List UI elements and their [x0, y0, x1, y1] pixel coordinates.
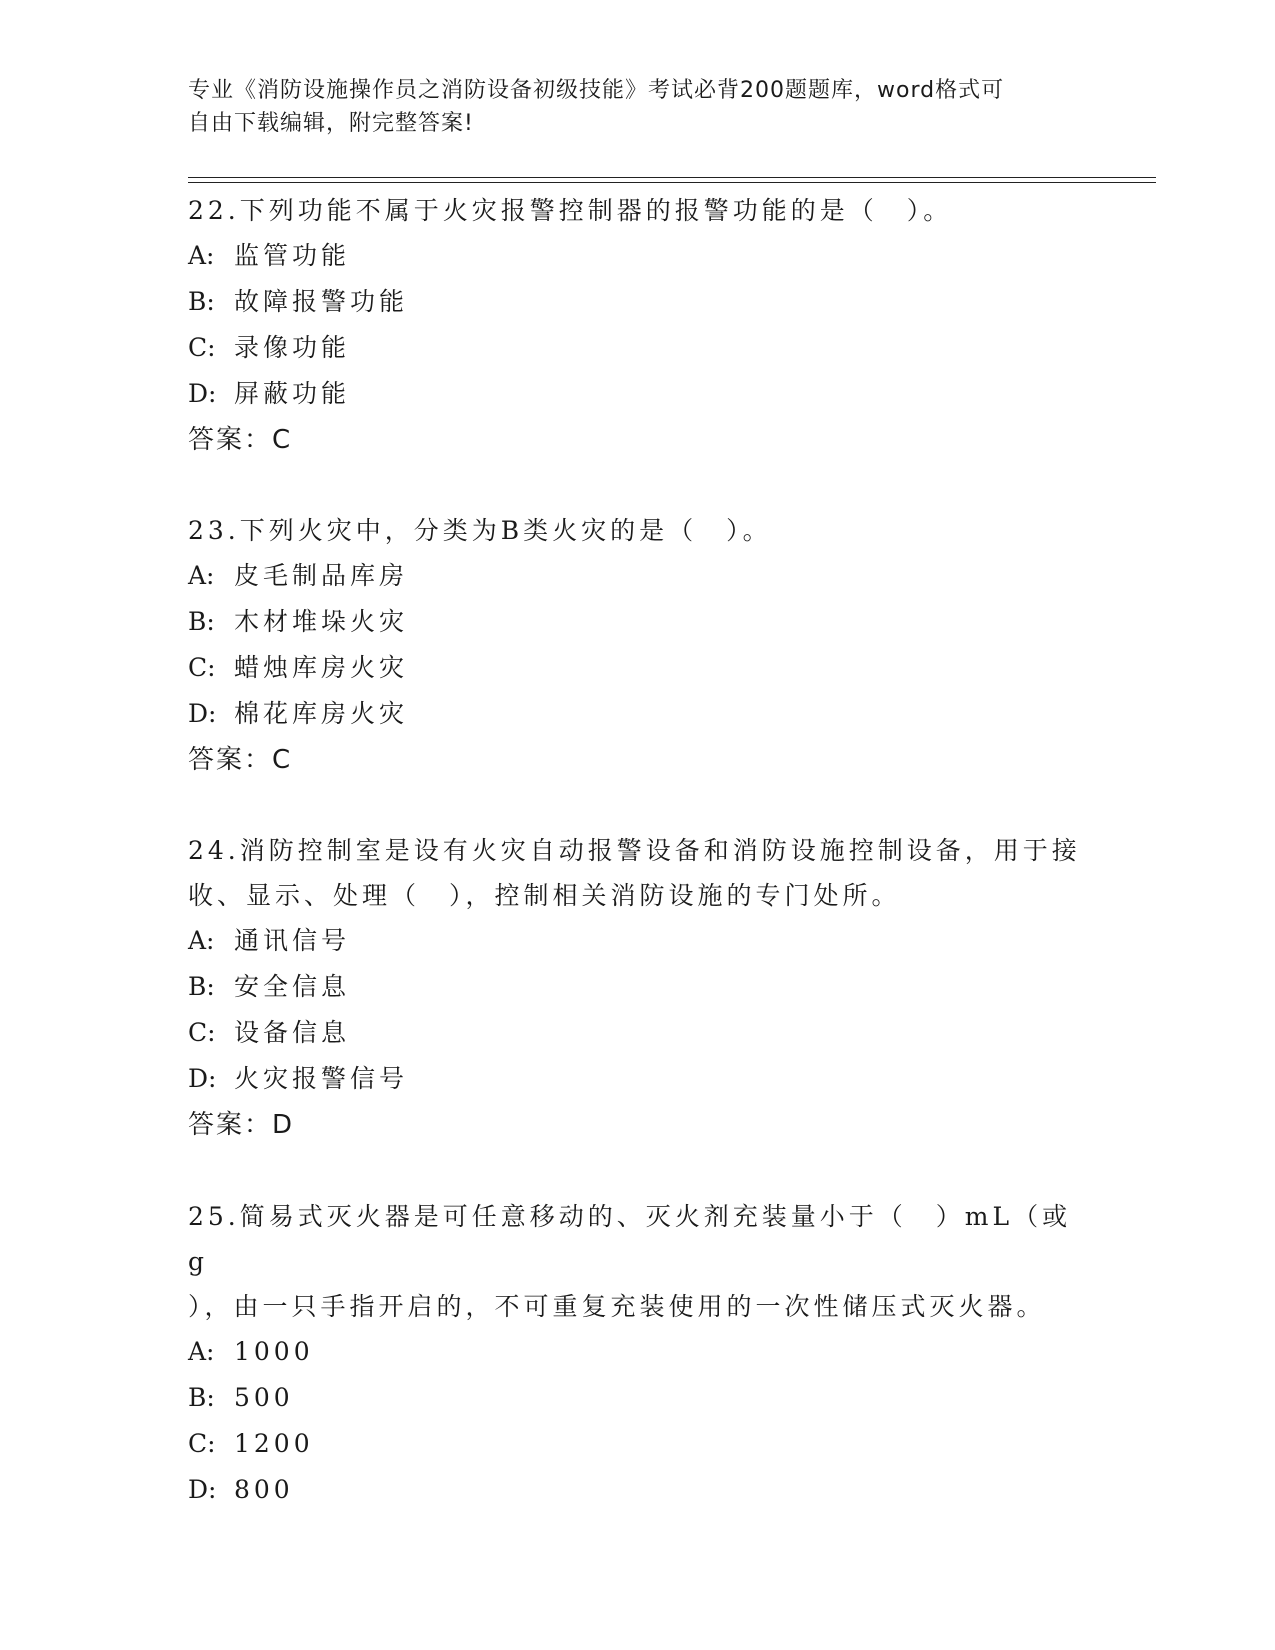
option-d [188, 1056, 1088, 1102]
option-text: 蜡烛库房火灾 [234, 653, 409, 682]
option-letter: A: [188, 1337, 215, 1366]
option-text: 500 [234, 1383, 294, 1412]
option-text: 1000 [234, 1337, 314, 1366]
option-a [188, 233, 1088, 279]
option-letter: A: [188, 561, 215, 590]
option-b [188, 964, 1088, 1010]
question-stem: 24.消防控制室是设有火灾自动报警设备和消防设施控制设备，用于接 [188, 836, 1081, 865]
option-letter: D: [188, 1475, 217, 1504]
question-stem: 25.简易式灭火器是可任意移动的、灭火剂充装量小于（ ）mL（或g [188, 1202, 1072, 1276]
answer-line: 答案：D [188, 1110, 295, 1140]
option-text: 安全信息 [234, 972, 351, 1001]
option-letter: D: [188, 699, 217, 728]
option-letter: A: [188, 241, 215, 270]
option-text: 皮毛制品库房 [234, 561, 409, 590]
option-letter: C: [188, 333, 216, 362]
option-text: 1200 [234, 1429, 314, 1458]
option-c [188, 1010, 1088, 1056]
question-stem: 23.下列火灾中，分类为B类火灾的是（ ）。 [188, 516, 772, 545]
option-a [188, 918, 1088, 964]
option-letter: A: [188, 926, 215, 955]
option-text: 监管功能 [234, 241, 351, 270]
option-a [188, 1329, 1088, 1375]
option-text: 棉花库房火灾 [234, 699, 409, 728]
answer-line: 答案：C [188, 745, 293, 775]
option-text: 800 [234, 1475, 294, 1504]
question-stem: 22.下列功能不属于火灾报警控制器的报警功能的是（ ）。 [188, 196, 953, 225]
document-header [188, 74, 1068, 140]
option-b [188, 279, 1088, 325]
option-letter: B: [188, 607, 215, 636]
option-letter: B: [188, 972, 215, 1001]
option-text: 木材堆垛火灾 [234, 607, 409, 636]
header-divider-bottom [188, 182, 1156, 183]
option-text: 录像功能 [234, 333, 351, 362]
option-b [188, 599, 1088, 645]
option-d [188, 1467, 1088, 1513]
option-letter: B: [188, 1383, 215, 1412]
option-letter: D: [188, 1064, 217, 1093]
option-letter: C: [188, 1018, 216, 1047]
option-b [188, 1375, 1088, 1421]
question-22 [188, 188, 1088, 463]
option-c [188, 645, 1088, 691]
option-text: 故障报警功能 [234, 287, 409, 316]
option-letter: D: [188, 379, 217, 408]
option-d [188, 371, 1088, 417]
question-stem-continued: ），由一只手指开启的，不可重复充装使用的一次性储压式灭火器。 [188, 1292, 1046, 1321]
question-25 [188, 1194, 1088, 1513]
option-a [188, 553, 1088, 599]
option-letter: C: [188, 1429, 216, 1458]
question-stem-continued: 收、显示、处理（ ），控制相关消防设施的专门处所。 [188, 881, 901, 910]
header-line-1: 专业《消防设施操作员之消防设备初级技能》考试必背200题题库，word格式可 [188, 78, 1005, 103]
header-line-2: 自由下载编辑，附完整答案! [188, 111, 474, 136]
option-text: 通讯信号 [234, 926, 351, 955]
option-c [188, 1421, 1088, 1467]
question-24 [188, 828, 1088, 1148]
option-c [188, 325, 1088, 371]
header-divider-top [188, 177, 1156, 178]
answer-line: 答案：C [188, 425, 293, 455]
option-text: 设备信息 [234, 1018, 351, 1047]
option-letter: C: [188, 653, 216, 682]
option-d [188, 691, 1088, 737]
option-text: 屏蔽功能 [234, 379, 351, 408]
question-23 [188, 508, 1088, 783]
option-text: 火灾报警信号 [234, 1064, 409, 1093]
option-letter: B: [188, 287, 215, 316]
